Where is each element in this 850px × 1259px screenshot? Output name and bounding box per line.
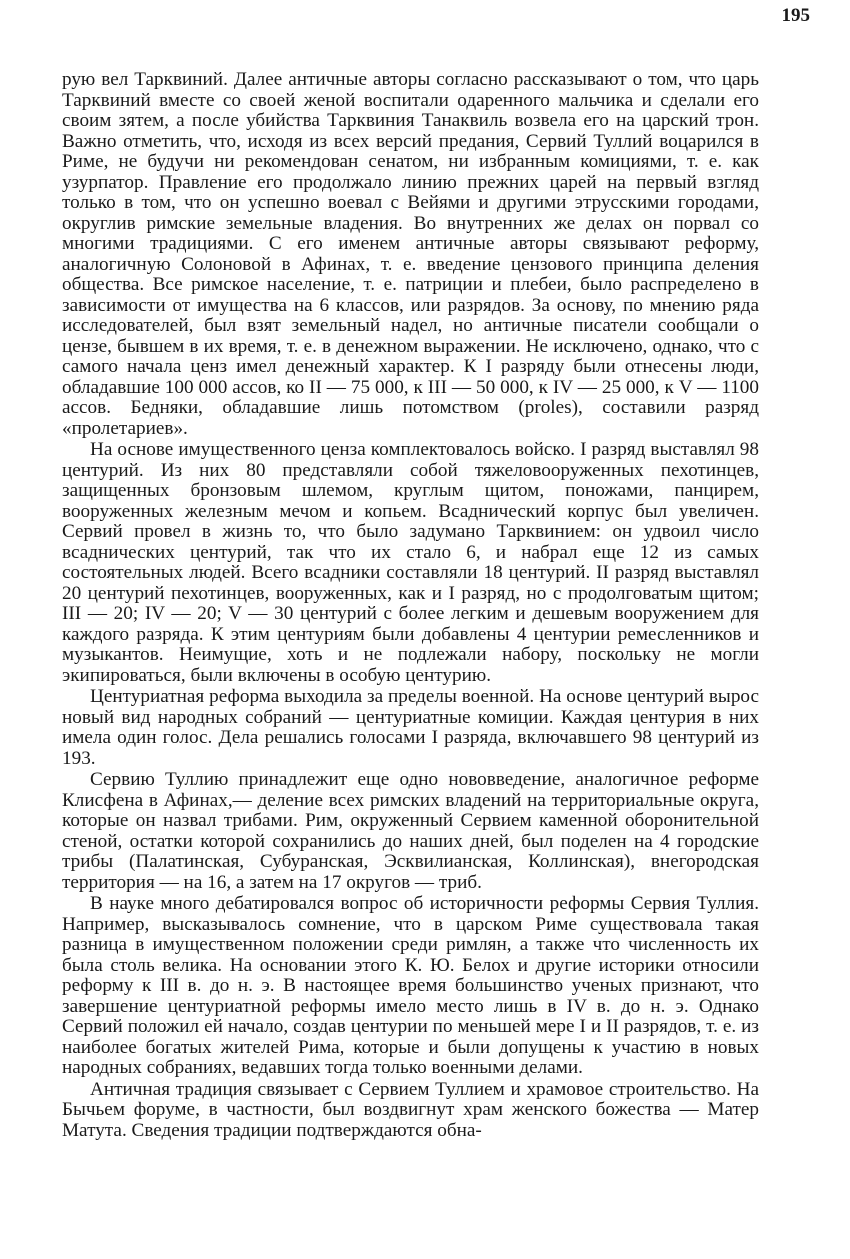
paragraph-historicity: В науке много дебатировался вопрос об историчности реформы Сервия Туллия. Например, высказывалось сомнение, что в царском Риме существовала такая разница в имущественном положении среди римлян, а также что численность их была столь велика. На основании этого К. Ю. Белох и другие историки относили реформу к III в. до н. э. В настоящее время большинство ученых признают, что завершение центуриатной реформы имело место лишь в IV в. до н. э. Однако Сервий положил ей начало, создав центурии по меньшей мере I и II разрядов, т. е. из наиболее богатых жителей Рима, которые и были допущены к участию в новых народных собраниях, ведавших тогда только военными делами. (62, 893, 759, 1078)
paragraph-tribes: Сервию Туллию принадлежит еще одно нововведение, аналогичное реформе Клисфена в Афинах,— деление всех римских владений на территориальные округа, которые он назвал трибами. Рим, окруженный Сервием каменной оборонительной стеной, остатки которой сохранились до наших дней, был поделен на 4 городские трибы (Палатинская, Субуранская, Эсквилианская, Коллинская), внегородская территория — на 16, а затем на 17 округов — триб. (62, 769, 759, 893)
paragraph-continuation: рую вел Тарквиний. Далее античные авторы согласно рассказывают о том, что царь Тарквиний вместе со своей женой воспитали одаренного мальчика и сделали его своим зятем, а после убийства Тарквиния Танаквиль возвела его на царский трон. Важно отметить, что, исходя из всех версий предания, Сервий Туллий воцарился в Риме, не будучи ни рекомендован сенатом, ни избранным комициями, т. е. как узурпатор. Правление его продолжало линию прежних царей на первый взгляд только в том, что он успешно воевал с Вейями и другими этрусскими городами, округлив римские земельные владения. Во внутренних же делах он порвал со многими традициями. С его именем античные авторы связывают реформу, аналогичную Солоновой в Афинах, т. е. введение цензового принципа деления общества. Все римское население, т. е. патриции и плебеи, было распределено в зависимости от имущества на 6 классов, или разрядов. За основу, по мнению ряда исследователей, был взят земельный надел, но античные писатели сообщали о цензе, бывшем в их время, т. е. в денежном выражении. Не исключено, однако, что с самого начала ценз имел денежный характер. К I разряду были отнесены люди, обладавшие 100 000 ассов, ко II — 75 000, к III — 50 000, к IV — 25 000, к V — 1100 ассов. Бедняки, обладавшие лишь потомством (proles), составили разряд «пролетариев». (62, 69, 759, 439)
text-body (62, 70, 759, 1141)
paragraph-temples: Античная традиция связывает с Сервием Туллием и храмовое строительство. На Бычьем форуме, в частности, был воздвигнут храм женского божества — Матер Матута. Сведения традиции подтверждаются обна- (62, 1078, 759, 1141)
page-number: 195 (781, 5, 810, 26)
paragraph-centuriate-reform: Центуриатная реформа выходила за пределы военной. На основе центурий вырос новый вид народных собраний — центуриатные комиции. Каждая центурия в них имела один голос. Дела решались голосами I разряда, включавшего 98 центурий из 193. (62, 686, 759, 769)
paragraph-army: На основе имущественного ценза комплектовалось войско. I разряд выставлял 98 центурий. Из них 80 представляли собой тяжеловооруженных пехотинцев, защищенных бронзовым шлемом, круглым щитом, поножами, панцирем, вооруженных железным мечом и копьем. Всаднический корпус был увеличен. Сервий провел в жизнь то, что было задумано Тарквинием: он удвоил число всаднических центурий, так что их стало 6, и набрал еще 12 из самых состоятельных людей. Всего всадники составляли 18 центурий. II разряд выставлял 20 центурий пехотинцев, вооруженных, как и I разряд, но с продолговатым щитом; III — 20; IV — 20; V — 30 центурий с более легким и дешевым вооружением для каждого разряда. К этим центуриям были добавлены 4 центурии ремесленников и музыкантов. Неимущие, хоть и не подлежали набору, поскольку не могли экипироваться, были включены в особую центурию. (62, 439, 759, 686)
